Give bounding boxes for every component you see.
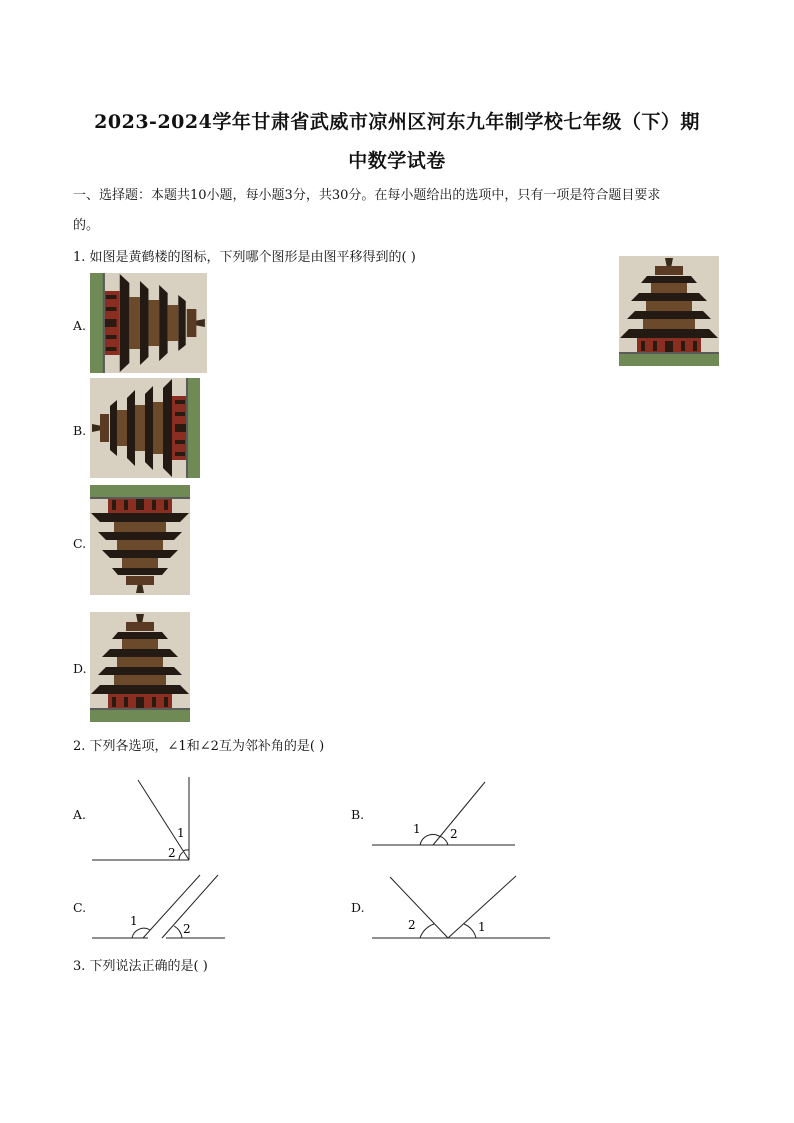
q2-a-angle-2-label: 2 (168, 846, 176, 860)
q2-option-d-figure[interactable] (370, 873, 555, 943)
q1-option-a-image[interactable] (90, 273, 207, 373)
q1-option-c-label: C. (73, 536, 87, 551)
q1-option-a-label: A. (73, 318, 87, 333)
q2-option-b-label: B. (351, 807, 365, 822)
q2-c-angle-2-label: 2 (183, 922, 191, 936)
q2-option-a-figure[interactable] (90, 775, 200, 865)
reference-tower-image (619, 256, 719, 366)
q2-b-angle-2-label: 2 (450, 827, 458, 841)
question-2-text: 2. 下列各选项，∠1和∠2互为邻补角的是( ) (73, 739, 325, 754)
q2-option-a-label: A. (73, 807, 87, 822)
question-3-text: 3. 下列说法正确的是( ) (73, 959, 208, 974)
q1-option-d-image[interactable] (90, 612, 190, 722)
q2-c-angle-1-label: 1 (130, 914, 138, 928)
q2-b-angle-1-label: 1 (413, 822, 421, 836)
q2-option-b-figure[interactable] (370, 778, 520, 850)
q1-option-c-image[interactable] (90, 485, 190, 595)
page-title-line1: 2023-2024学年甘肃省武威市凉州区河东九年制学校七年级（下）期 (94, 111, 700, 133)
page-title-line2: 中数学试卷 (348, 150, 446, 172)
q2-a-angle-1-label: 1 (177, 826, 185, 840)
q1-option-d-label: D. (73, 661, 87, 676)
q1-option-b-label: B. (73, 423, 87, 438)
q1-option-b-image[interactable] (90, 378, 200, 478)
section-instructions-line1: 一、选择题：本题共10小题，每小题3分，共30分。在每小题给出的选项中，只有一项是符合题目要求 (73, 188, 661, 203)
question-1-text: 1. 如图是黄鹤楼的图标，下列哪个图形是由图平移得到的( ) (73, 250, 416, 265)
q2-option-d-label: D. (351, 900, 365, 915)
q2-option-c-label: C. (73, 900, 87, 915)
q2-d-angle-2-label: 2 (408, 918, 416, 932)
q2-d-angle-1-label: 1 (478, 920, 486, 934)
q2-option-c-figure[interactable] (90, 872, 230, 944)
section-instructions-line2: 的。 (73, 218, 100, 233)
